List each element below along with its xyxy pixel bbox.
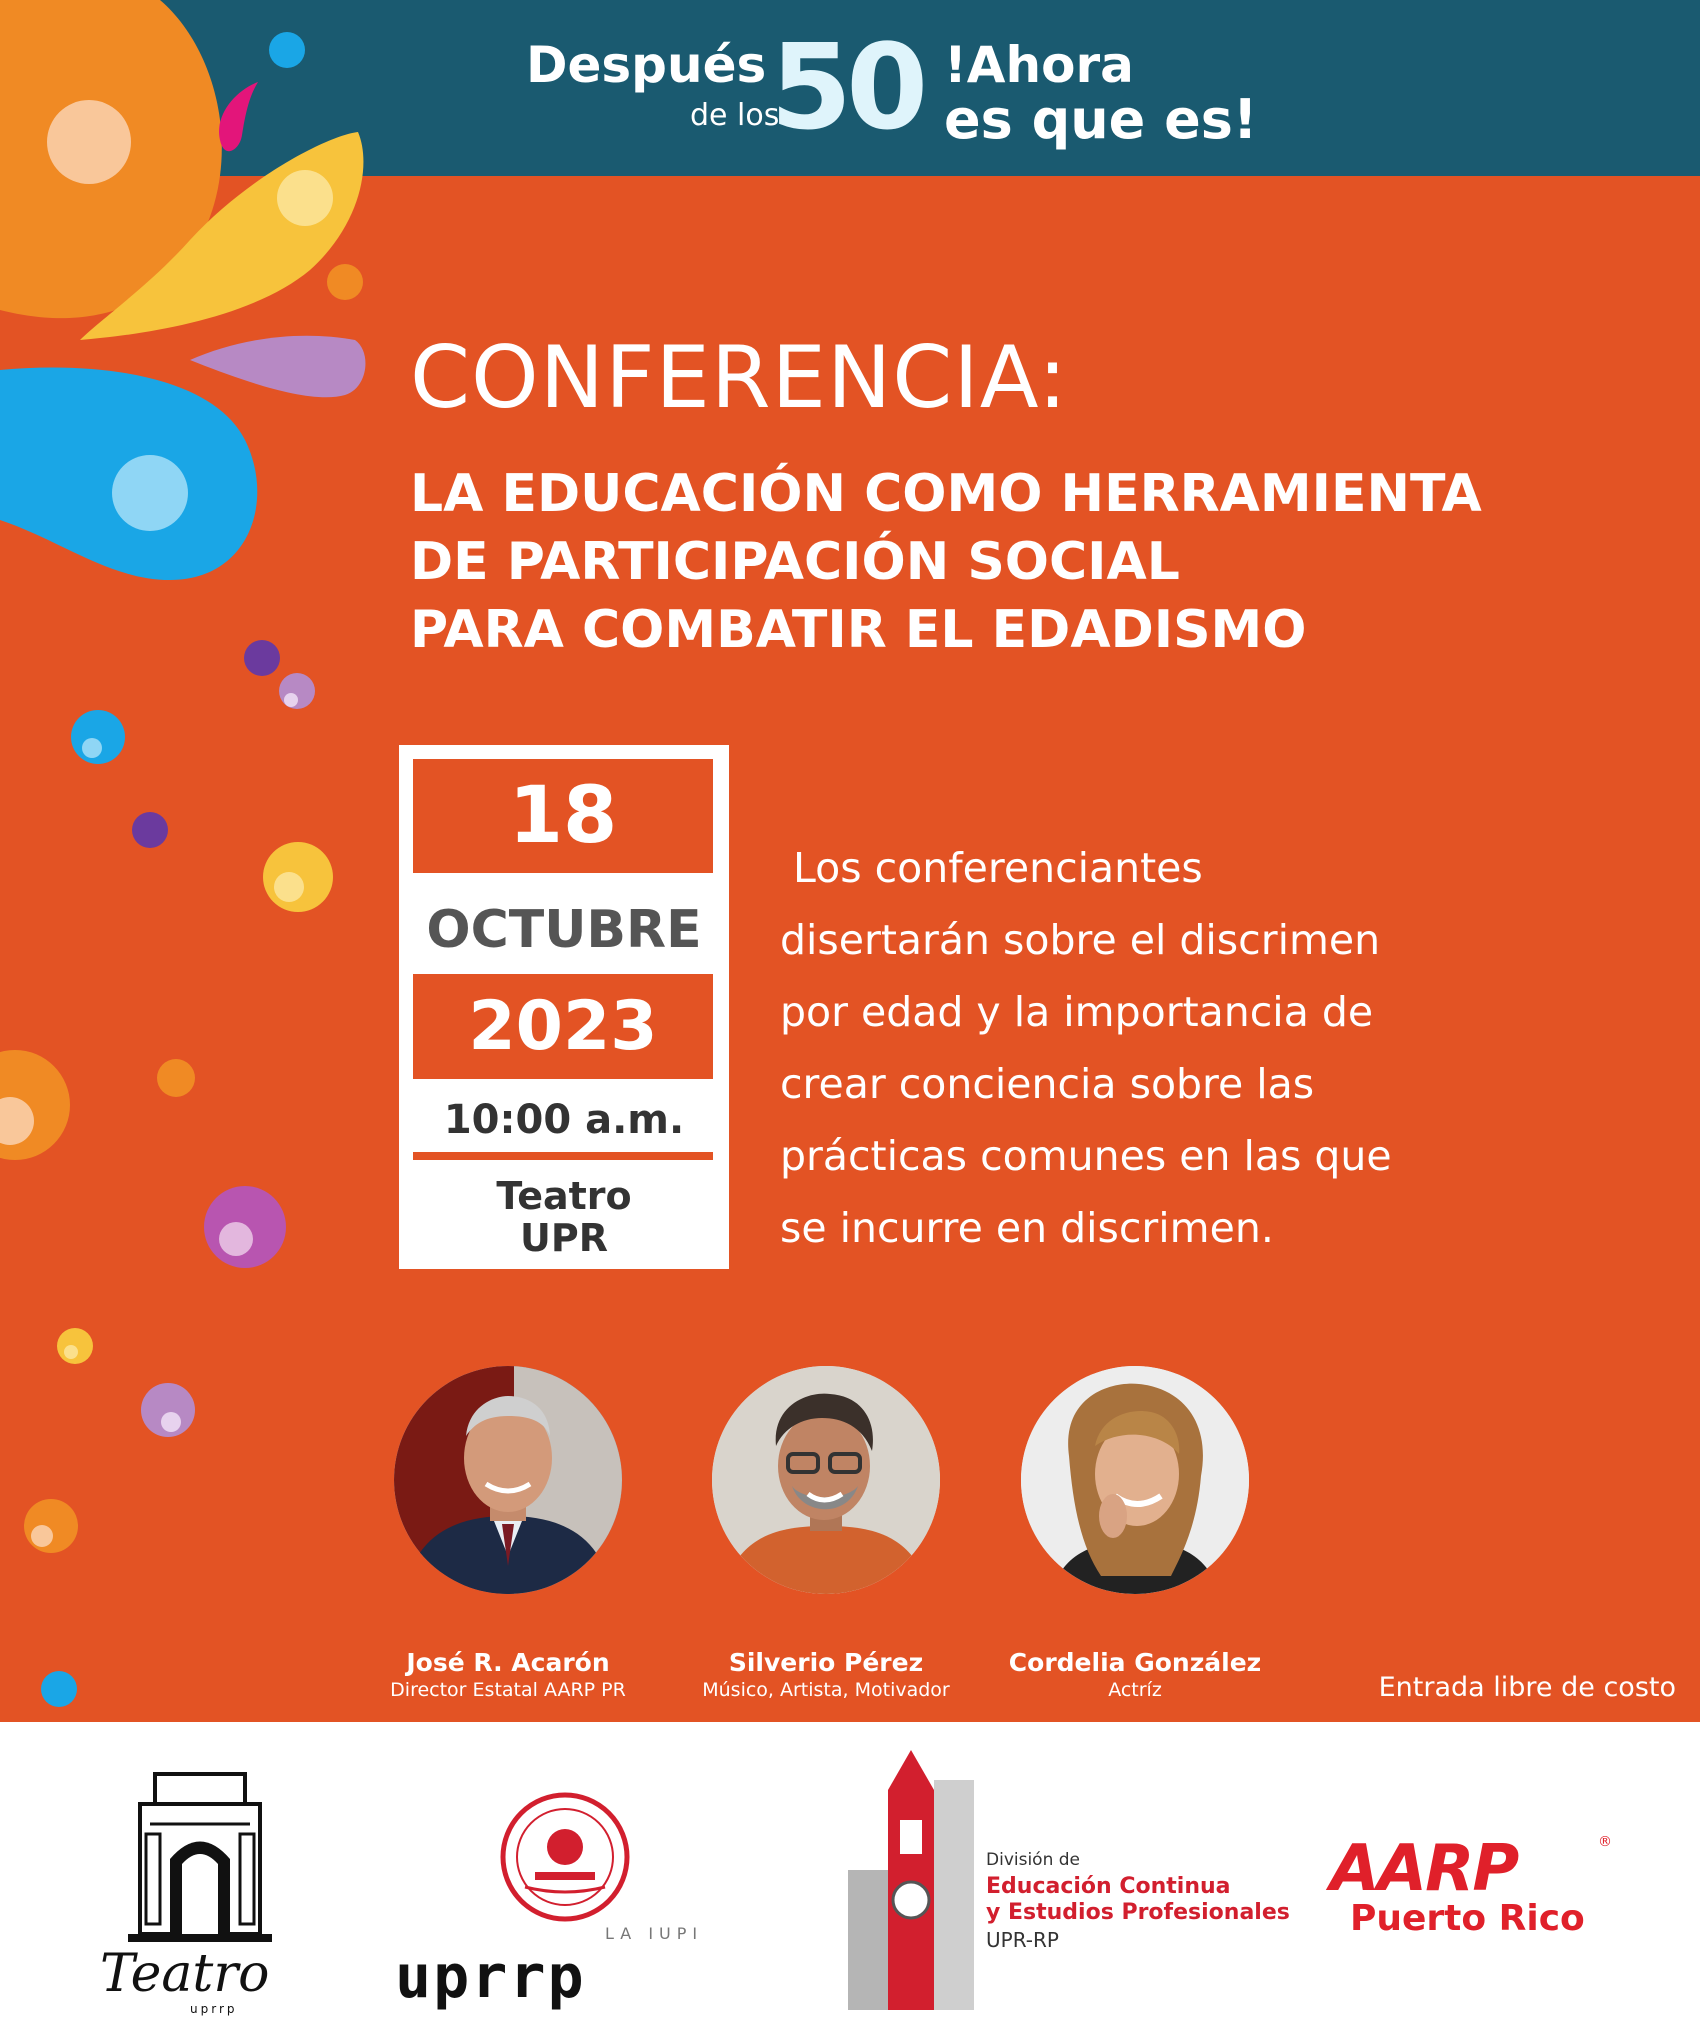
speaker-name: José R. Acarón [406,1648,610,1677]
conference-title-line: DE PARTICIPACIÓN SOCIAL [410,532,1180,592]
speaker-card [661,1366,991,1701]
speaker-photo [712,1366,940,1594]
dece-text-line: División de [986,1850,1081,1870]
event-place-line: UPR [520,1216,608,1260]
header-de-los: de los [690,98,780,133]
aarp-logo [1320,1832,1640,1962]
speaker-role: Músico, Artista, Motivador [702,1679,950,1701]
event-description [780,832,1500,1264]
magenta-dot [204,1186,286,1268]
uprrp-tagline: LA IUPI [605,1924,704,1943]
lilac-dot-2-inner [161,1412,181,1432]
dece-logo [848,1750,1308,2010]
orange-dot-left-inner [0,1097,34,1145]
speaker-name: Silverio Pérez [728,1648,924,1677]
conference-label: CONFERENCIA: [410,328,1069,428]
orange-dot-top [327,264,363,300]
description-line: disertarán sobre el discrimen [780,916,1381,964]
yellow-drop-highlight [277,170,333,226]
header-ahora: !Ahora [944,36,1134,94]
orange-dot-lower [24,1499,78,1553]
dece-text-line: UPR-RP [986,1928,1059,1952]
dece-text-line: Educación Continua [986,1874,1231,1899]
uprrp-logo-text: uprrp [395,1942,586,2012]
blue-dot-bottom [41,1671,77,1707]
speaker-photo [1021,1366,1249,1594]
conference-title-line: LA EDUCACIÓN COMO HERRAMIENTA [410,464,1482,524]
purple-dot-2 [132,812,168,848]
blue-dot-inner [82,738,102,758]
speaker-card [970,1366,1300,1701]
orange-dot-lower-inner [31,1525,53,1547]
purple-dot [244,640,280,676]
event-month: OCTUBRE [426,900,702,960]
yellow-dot-2 [57,1328,93,1364]
dece-tower-icon [848,1750,978,2010]
uprrp-logo [395,1792,735,2012]
description-line: prácticas comunes en las que [780,1132,1392,1180]
lilac-dot-inner [284,693,298,707]
blue-blob [0,368,257,580]
speaker-name: Cordelia González [1008,1648,1262,1677]
speaker-role: Actríz [1108,1679,1162,1701]
blue-blob-highlight [112,455,188,531]
header-despues: Después [526,36,767,94]
blue-dot [71,710,125,764]
header-number-50: 50 [770,18,923,156]
aarp-registered-mark: ® [1598,1834,1612,1850]
yellow-dot [263,842,333,912]
lilac-dot-2 [141,1383,195,1437]
speaker-role: Director Estatal AARP PR [390,1679,626,1701]
description-line: crear conciencia sobre las [780,1060,1315,1108]
description-line: Los conferenciantes [780,844,1203,892]
conference-title [410,460,1482,664]
header-band [0,0,1700,176]
event-place [399,1175,729,1259]
teatro-building-icon [100,1764,300,1944]
orange-dot-left [0,1050,70,1160]
date-divider [413,1152,713,1160]
orange-dot-small [157,1059,195,1097]
header-es-que-es: es que es! [944,88,1258,151]
dece-text-line: y Estudios Profesionales [986,1900,1290,1925]
aarp-logo-text: AARP [1330,1832,1518,1906]
yellow-dot-inner [274,872,304,902]
event-year: 2023 [413,974,713,1079]
event-time: 10:00 a.m. [443,1097,685,1143]
sponsor-footer [0,1722,1700,2022]
speaker-card [343,1366,673,1701]
description-line: por edad y la importancia de [780,988,1374,1036]
upr-seal-icon [395,1792,735,1932]
lilac-dot [279,673,315,709]
yellow-dot-2-inner [64,1345,78,1359]
aarp-region-text: Puerto Rico [1350,1898,1585,1939]
lilac-drop [190,336,365,398]
conference-title-line: PARA COMBATIR EL EDADISMO [410,600,1307,660]
free-entry-note: Entrada libre de costo [1378,1672,1676,1703]
teatro-logo-text: Teatro [100,1944,270,2004]
speaker-photo [394,1366,622,1594]
teatro-logo-subtext: uprrp [190,2002,238,2016]
event-place-line: Teatro [496,1174,632,1218]
description-line: se incurre en discrimen. [780,1204,1274,1252]
magenta-dot-inner [219,1222,253,1256]
date-card [399,745,729,1269]
event-day: 18 [413,759,713,873]
teatro-logo [100,1764,300,2014]
